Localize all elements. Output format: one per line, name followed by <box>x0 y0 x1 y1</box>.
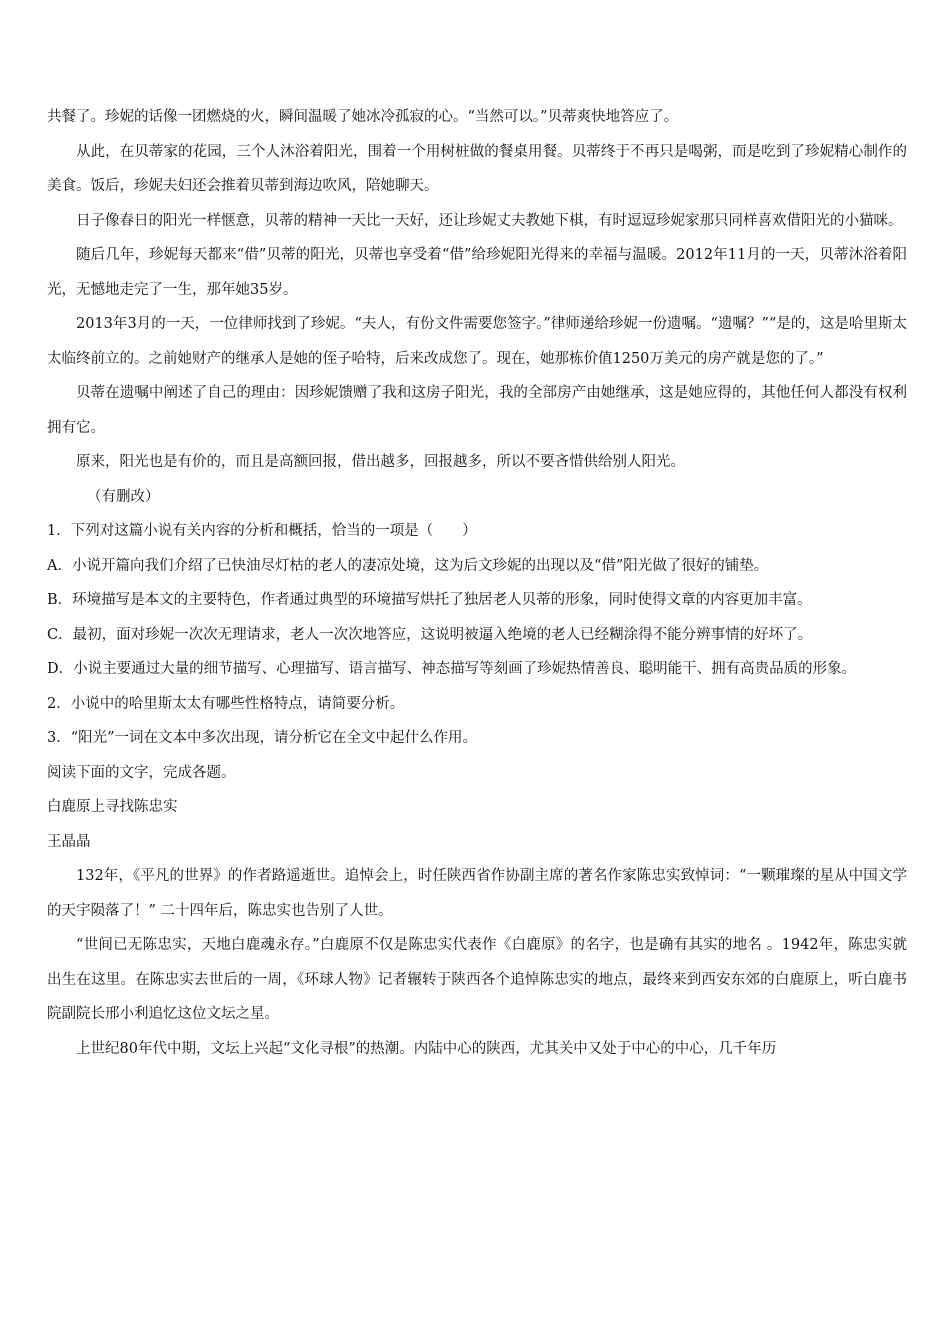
article-paragraph: “世间已无陈忠实，天地白鹿魂永存。”白鹿原不仅是陈忠实代表作《白鹿原》的名字，也是确有其实的地名 。1942年，陈忠实就出生在这里。在陈忠实去世后的一周，《环球人物》记者辗转于陕西各个追悼陈忠实的地点，最终来到西安东郊的白鹿原上，听白鹿书院副院长邢小利追忆这位文坛之星。 <box>47 937 907 1022</box>
story-paragraph: 共餐了。珍妮的话像一团燃烧的火，瞬间温暖了她冰冷孤寂的心。“当然可以。”贝蒂爽快地答应了。 <box>47 109 679 125</box>
article-paragraph: 132年，《平凡的世界》的作者路遥逝世。追悼会上，时任陕西省作协副主席的著名作家陈忠实致悼词：“一颗璀璨的星从中国文学的天宇陨落了！” 二十四年后，陈忠实也告别了人世。 <box>47 868 907 919</box>
article-author: 王晶晶 <box>47 833 91 850</box>
source-note: （有删改） <box>87 488 160 505</box>
story-paragraph: 原来，阳光也是有价的，而且是高额回报，借出越多，回报越多，所以不要吝惜供给别人阳光。 <box>76 454 685 470</box>
story-paragraph: 随后几年，珍妮每天都来“借”贝蒂的阳光，贝蒂也享受着“借”给珍妮阳光得来的幸福与温暖。2012年11月的一天，贝蒂沐浴着阳光，无憾地走完了一生，那年她35岁。 <box>47 247 907 298</box>
article-title: 白鹿原上寻找陈忠实 <box>47 799 178 815</box>
option-d: D．小说主要通过大量的细节描写、心理描写、语言描写、神态描写等刻画了珍妮热情善良、聪明能干、拥有高贵品质的形象。 <box>47 661 857 677</box>
story-paragraph: 日子像春日的阳光一样惬意，贝蒂的精神一天比一天好，还让珍妮丈夫教她下棋，有时逗逗珍妮家那只同样喜欢借阳光的小猫咪。 <box>76 212 903 229</box>
story-paragraph: 贝蒂在遗嘱中阐述了自己的理由：因珍妮馈赠了我和这房子阳光，我的全部房产由她继承，这是她应得的，其他任何人都没有权利拥有它。 <box>47 385 907 436</box>
page-body <box>47 100 907 1066</box>
question-1: 1．下列对这篇小说有关内容的分析和概括，恰当的一项是（ ） <box>47 523 477 539</box>
story-paragraph: 2013年3月的一天，一位律师找到了珍妮。“夫人，有份文件需要您签字。”律师递给珍妮一份遗嘱。“遗嘱？”“是的，这是哈里斯太太临终前立的。之前她财产的继承人是她的侄子哈特，后来改成您了。现在，她那栋价值1250万美元的房产就是您的了。” <box>47 316 907 367</box>
article-paragraph: 上世纪80年代中期，文坛上兴起“文化寻根”的热潮。内陆中心的陕西，尤其关中又处于中心的中心，几千年历 <box>76 1040 777 1057</box>
question-3: 3．“阳光”一词在文本中多次出现，请分析它在全文中起什么作用。 <box>47 730 478 746</box>
question-2: 2．小说中的哈里斯太太有哪些性格特点，请简要分析。 <box>47 695 405 712</box>
option-a: A．小说开篇向我们介绍了已快油尽灯枯的老人的凄凉处境，这为后文珍妮的出现以及“借”阳光做了很好的铺垫。 <box>47 557 769 574</box>
reading-instruction: 阅读下面的文字，完成各题。 <box>47 764 236 781</box>
option-b: B．环境描写是本文的主要特色，作者通过典型的环境描写烘托了独居老人贝蒂的形象，同时使得文章的内容更加丰富。 <box>47 592 812 608</box>
option-c: C．最初，面对珍妮一次次无理请求，老人一次次地答应，这说明被逼入绝境的老人已经糊涂得不能分辨事情的好坏了。 <box>47 626 813 643</box>
story-paragraph: 从此，在贝蒂家的花园，三个人沐浴着阳光，围着一个用树桩做的餐桌用餐。贝蒂终于不再只是喝粥，而是吃到了珍妮精心制作的美食。饭后，珍妮夫妇还会推着贝蒂到海边吹风，陪她聊天。 <box>47 143 907 194</box>
